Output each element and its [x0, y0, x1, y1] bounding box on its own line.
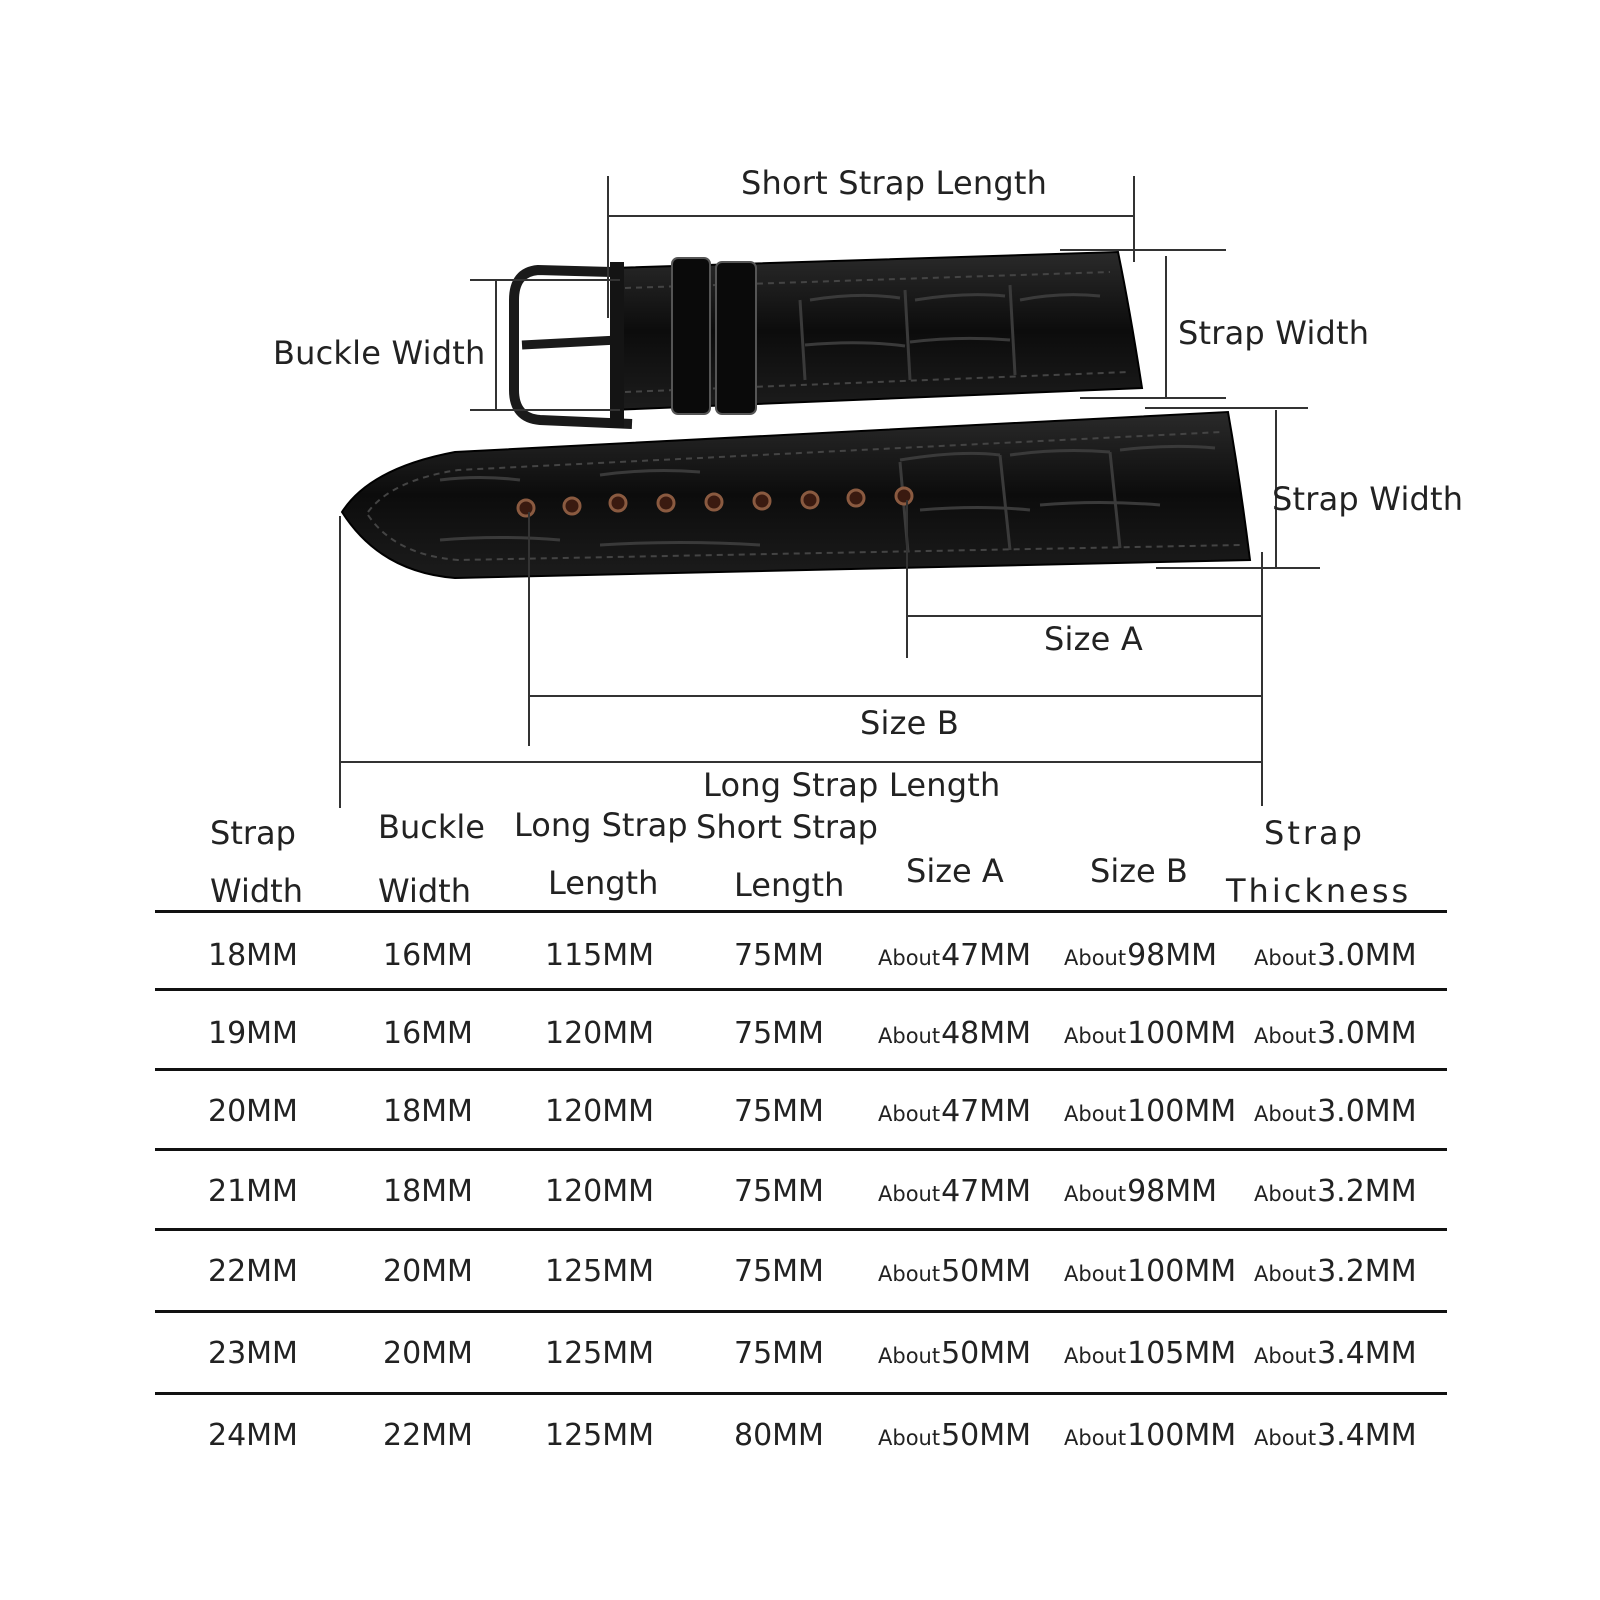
- table-cell-long-strap: [545, 1174, 654, 1209]
- table-cell-thickness: [1254, 1254, 1417, 1289]
- long-strap-length-label: Long Strap Length: [703, 766, 1001, 804]
- cell-value: 22MM: [383, 1418, 473, 1453]
- cell-value: 50MM: [941, 1254, 1032, 1289]
- cell-value: 50MM: [941, 1418, 1032, 1453]
- table-cell-short-strap: [734, 1016, 824, 1051]
- table-cell-size-a: [878, 1016, 1031, 1051]
- about-prefix: About: [1064, 1024, 1127, 1048]
- cell-value: 75MM: [734, 938, 824, 973]
- cell-value: 18MM: [383, 1174, 473, 1209]
- table-cell-strap-width: [208, 1174, 298, 1209]
- cell-value: 75MM: [734, 1336, 824, 1371]
- table-cell-strap-width: [208, 1336, 298, 1371]
- header-short-strap: [696, 808, 878, 846]
- table-cell-buckle-width: [383, 1254, 473, 1289]
- table-cell-size-a: [878, 938, 1031, 973]
- table-cell-thickness: [1254, 1336, 1417, 1371]
- cell-value: 18MM: [208, 938, 298, 973]
- table-cell-long-strap: [545, 938, 654, 973]
- cell-value: 98MM: [1127, 938, 1218, 973]
- cell-value: 100MM: [1127, 1094, 1237, 1129]
- cell-value: 120MM: [545, 1016, 655, 1051]
- header-long-strap-line2-text: Length: [548, 864, 659, 902]
- cell-value: 75MM: [734, 1174, 824, 1209]
- cell-value: 3.0MM: [1317, 1094, 1417, 1129]
- table-cell-strap-width: [208, 938, 298, 973]
- header-buckle-width: [378, 808, 485, 846]
- table-cell-size-b: [1064, 1094, 1236, 1129]
- cell-value: 24MM: [208, 1418, 298, 1453]
- about-prefix: About: [1254, 1344, 1317, 1368]
- strap-width-bottom-label: Strap Width: [1272, 480, 1464, 518]
- cell-value: 21MM: [208, 1174, 298, 1209]
- table-cell-size-b: [1064, 1336, 1236, 1371]
- table-cell-thickness: [1254, 1016, 1417, 1051]
- table-cell-thickness: [1254, 1094, 1417, 1129]
- about-prefix: About: [1254, 1102, 1317, 1126]
- table-cell-buckle-width: [383, 1174, 473, 1209]
- cell-value: 23MM: [208, 1336, 298, 1371]
- cell-value: 105MM: [1127, 1336, 1237, 1371]
- cell-value: 3.2MM: [1317, 1254, 1417, 1289]
- table-cell-thickness: [1254, 1418, 1417, 1453]
- about-prefix: About: [878, 1344, 941, 1368]
- about-prefix: About: [1254, 1262, 1317, 1286]
- cell-value: 120MM: [545, 1174, 655, 1209]
- table-cell-buckle-width: [383, 1016, 473, 1051]
- header-buckle-width-line2-text: Width: [378, 872, 471, 910]
- table-cell-buckle-width: [383, 1336, 473, 1371]
- table-cell-size-a: [878, 1174, 1031, 1209]
- about-prefix: About: [1254, 1024, 1317, 1048]
- header-strap-width-line2: [210, 872, 303, 910]
- cell-value: 100MM: [1127, 1254, 1237, 1289]
- header-short-strap-line2-text: Length: [734, 866, 845, 904]
- buckle-width-label: Buckle Width: [273, 334, 486, 372]
- table-cell-long-strap: [545, 1336, 654, 1371]
- cell-value: 80MM: [734, 1418, 824, 1453]
- cell-value: 47MM: [941, 938, 1032, 973]
- table-rule: [155, 988, 1447, 991]
- about-prefix: About: [1064, 946, 1127, 970]
- table-cell-short-strap: [734, 938, 824, 973]
- cell-value: 100MM: [1127, 1016, 1237, 1051]
- cell-value: 75MM: [734, 1254, 824, 1289]
- table-cell-thickness: [1254, 938, 1417, 973]
- cell-value: 3.0MM: [1317, 938, 1417, 973]
- table-cell-strap-width: [208, 1254, 298, 1289]
- header-strap-width: [210, 814, 296, 852]
- table-cell-size-a: [878, 1254, 1031, 1289]
- about-prefix: About: [1064, 1262, 1127, 1286]
- cell-value: 125MM: [545, 1254, 655, 1289]
- header-strap-thickness-line1: Strap: [1264, 814, 1365, 852]
- cell-value: 3.4MM: [1317, 1336, 1417, 1371]
- cell-value: 75MM: [734, 1094, 824, 1129]
- table-rule: [155, 1148, 1447, 1151]
- about-prefix: About: [878, 1182, 941, 1206]
- table-cell-size-a: [878, 1336, 1031, 1371]
- table-rule: [155, 1392, 1447, 1395]
- table-cell-size-b: [1064, 1174, 1217, 1209]
- cell-value: 50MM: [941, 1336, 1032, 1371]
- header-long-strap-line1: Long Strap: [514, 806, 688, 844]
- about-prefix: About: [1254, 1182, 1317, 1206]
- table-rule: [155, 1068, 1447, 1071]
- header-long-strap: [514, 806, 688, 844]
- cell-value: 20MM: [383, 1254, 473, 1289]
- cell-value: 16MM: [383, 1016, 473, 1051]
- table-cell-size-a: [878, 1418, 1031, 1453]
- cell-value: 100MM: [1127, 1418, 1237, 1453]
- cell-value: 75MM: [734, 1016, 824, 1051]
- size-a-label: Size A: [1044, 620, 1143, 658]
- cell-value: 125MM: [545, 1418, 655, 1453]
- table-cell-short-strap: [734, 1254, 824, 1289]
- cell-value: 48MM: [941, 1016, 1032, 1051]
- about-prefix: About: [878, 946, 941, 970]
- header-short-strap-line2: [734, 866, 844, 904]
- cell-value: 20MM: [208, 1094, 298, 1129]
- table-cell-short-strap: [734, 1418, 824, 1453]
- table-cell-size-b: [1064, 1016, 1236, 1051]
- header-strap-width-line1: Strap: [210, 814, 296, 852]
- header-strap-thickness-line2: [1226, 872, 1411, 910]
- cell-value: 3.4MM: [1317, 1418, 1417, 1453]
- header-short-strap-line1: Short Strap: [696, 808, 878, 846]
- cell-value: 20MM: [383, 1336, 473, 1371]
- strap-keeper: [672, 258, 710, 414]
- header-buckle-width-line1: Buckle: [378, 808, 485, 846]
- cell-value: 18MM: [383, 1094, 473, 1129]
- table-cell-long-strap: [545, 1418, 654, 1453]
- header-strap-thickness-line2-text: Thickness: [1226, 872, 1412, 910]
- about-prefix: About: [1064, 1102, 1127, 1126]
- cell-value: 19MM: [208, 1016, 298, 1051]
- about-prefix: About: [1064, 1426, 1127, 1450]
- table-cell-long-strap: [545, 1016, 654, 1051]
- table-rule: [155, 1228, 1447, 1231]
- header-size-b: Size B: [1090, 852, 1188, 890]
- about-prefix: About: [878, 1426, 941, 1450]
- strap-width-top-label: Strap Width: [1178, 314, 1370, 352]
- cell-value: 3.0MM: [1317, 1016, 1417, 1051]
- table-rule: [155, 910, 1447, 913]
- cell-value: 125MM: [545, 1336, 655, 1371]
- header-buckle-width-line2: [378, 872, 471, 910]
- table-cell-short-strap: [734, 1094, 824, 1129]
- table-cell-long-strap: [545, 1094, 654, 1129]
- cell-value: 3.2MM: [1317, 1174, 1417, 1209]
- table-cell-buckle-width: [383, 1418, 473, 1453]
- about-prefix: About: [1254, 946, 1317, 970]
- header-long-strap-line2: [548, 864, 658, 902]
- table-cell-short-strap: [734, 1336, 824, 1371]
- table-cell-buckle-width: [383, 1094, 473, 1129]
- table-cell-size-b: [1064, 1254, 1236, 1289]
- cell-value: 120MM: [545, 1094, 655, 1129]
- about-prefix: About: [878, 1262, 941, 1286]
- cell-value: 47MM: [941, 1094, 1032, 1129]
- table-cell-strap-width: [208, 1016, 298, 1051]
- table-cell-strap-width: [208, 1418, 298, 1453]
- header-strap-width-line2-text: Width: [210, 872, 303, 910]
- header-strap-thickness: [1264, 814, 1365, 852]
- table-cell-buckle-width: [383, 938, 473, 973]
- table-rule: [155, 1310, 1447, 1313]
- cell-value: 16MM: [383, 938, 473, 973]
- about-prefix: About: [878, 1024, 941, 1048]
- table-cell-size-b: [1064, 938, 1217, 973]
- short-strap-length-label: Short Strap Length: [741, 164, 1048, 202]
- table-cell-long-strap: [545, 1254, 654, 1289]
- table-cell-size-a: [878, 1094, 1031, 1129]
- cell-value: 115MM: [545, 938, 655, 973]
- cell-value: 98MM: [1127, 1174, 1218, 1209]
- cell-value: 22MM: [208, 1254, 298, 1289]
- about-prefix: About: [1064, 1182, 1127, 1206]
- header-size-a: Size A: [906, 852, 1004, 890]
- size-b-label: Size B: [860, 704, 960, 742]
- about-prefix: About: [878, 1102, 941, 1126]
- cell-value: 47MM: [941, 1174, 1032, 1209]
- about-prefix: About: [1064, 1344, 1127, 1368]
- about-prefix: About: [1254, 1426, 1317, 1450]
- table-cell-size-b: [1064, 1418, 1236, 1453]
- table-cell-strap-width: [208, 1094, 298, 1129]
- table-cell-thickness: [1254, 1174, 1417, 1209]
- table-cell-short-strap: [734, 1174, 824, 1209]
